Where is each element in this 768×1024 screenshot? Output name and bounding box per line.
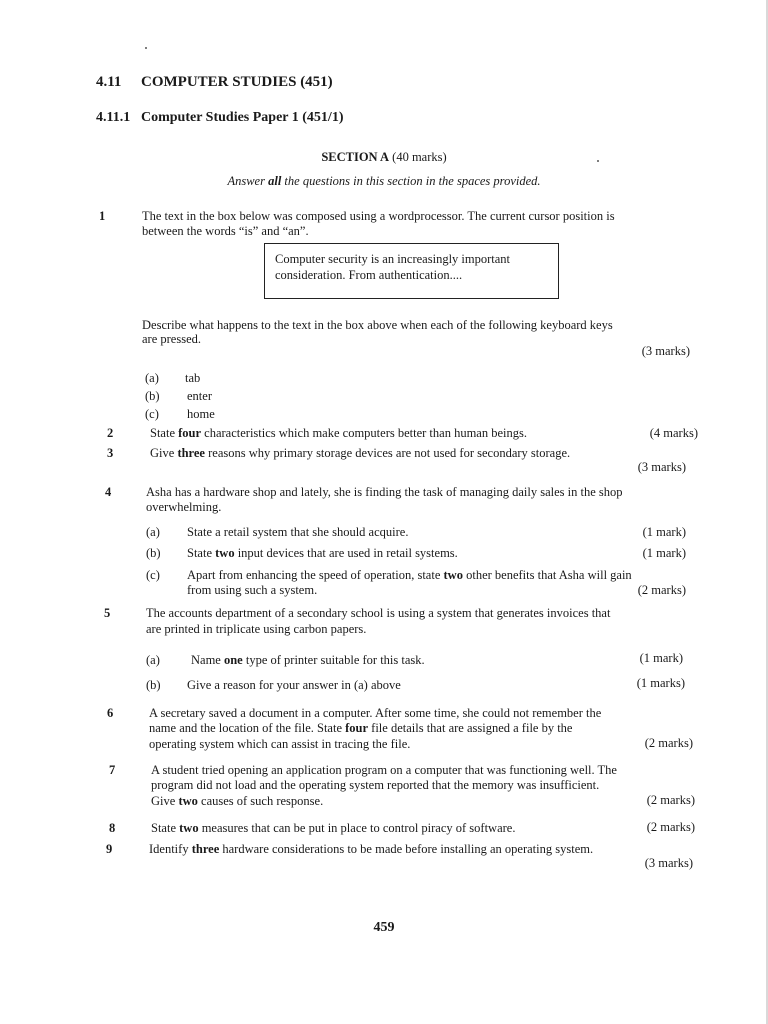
section-marks: (40 marks) [392, 150, 447, 164]
section-instruction: Answer all the questions in this section in the spaces provided. [227, 174, 541, 188]
part-text: State two input devices that are used in retail systems. [187, 546, 458, 560]
question-text: State two measures that can be put in place to control piracy of software. [151, 821, 516, 835]
scan-speck [145, 47, 147, 49]
marks-label: (3 marks) [644, 856, 693, 870]
question-text: A student tried opening an application program on a computer that was functioning well. The [151, 763, 617, 777]
paper-number: 4.11.1 [96, 110, 131, 125]
question-number: 6 [107, 706, 114, 720]
marks-label: (4 marks) [649, 426, 698, 440]
marks-label: (1 mark) [642, 525, 686, 539]
question-number: 3 [107, 446, 114, 460]
question-number: 9 [106, 842, 113, 856]
part-text: from using such a system. [187, 583, 318, 597]
text-box [264, 243, 559, 299]
question-text: name and the location of the file. State four file details that are assigned a file by the [149, 721, 573, 735]
question-text: between the words “is” and “an”. [142, 224, 309, 238]
part-text: Give a reason for your answer in (a) above [187, 678, 401, 692]
paper-title: Computer Studies Paper 1 (451/1) [141, 110, 344, 125]
part-label: (c) [145, 407, 159, 421]
part-label: (c) [146, 568, 160, 582]
text-box-line: Computer security is an increasingly important [275, 252, 511, 266]
marks-label: (1 marks) [636, 676, 685, 690]
marks-label: (2 marks) [646, 820, 695, 834]
question-text: Give three reasons why primary storage devices are not used for secondary storage. [150, 446, 571, 460]
part-text: Apart from enhancing the speed of operation, state two other benefits that Asha will gain [187, 568, 632, 582]
section-title: COMPUTER STUDIES (451) [141, 74, 333, 90]
section-title: SECTION A [321, 150, 390, 164]
question-text: Identify three hardware considerations to be made before installing an operating system. [149, 842, 594, 856]
part-label: (b) [146, 678, 161, 692]
question-prompt: are pressed. [142, 332, 201, 346]
question-text: program did not load and the operating system reported that the memory was insufficient. [151, 778, 600, 792]
question-text: Asha has a hardware shop and lately, she is finding the task of managing daily sales in the shop [146, 485, 623, 499]
part-label: (a) [146, 653, 160, 667]
question-text: State four characteristics which make computers better than human beings. [150, 426, 527, 440]
text-box-line: consideration. From authentication.... [275, 268, 463, 282]
question-number: 4 [105, 485, 112, 499]
question-text: The accounts department of a secondary school is using a system that generates invoices that [146, 606, 611, 620]
marks-label: (3 marks) [637, 460, 686, 474]
part-text: enter [187, 389, 212, 403]
question-number: 5 [104, 606, 111, 620]
marks-label: (2 marks) [644, 736, 693, 750]
marks-label: (1 mark) [642, 546, 686, 560]
question-number: 1 [99, 209, 106, 223]
marks-label: (1 mark) [639, 651, 683, 665]
part-label: (b) [145, 389, 160, 403]
part-label: (a) [146, 525, 160, 539]
question-text: operating system which can assist in tracing the file. [149, 737, 411, 751]
marks-label: (2 marks) [637, 583, 686, 597]
question-number: 7 [109, 763, 116, 777]
question-text: A secretary saved a document in a computer. After some time, she could not remember the [149, 706, 602, 720]
section-number: 4.11 [96, 74, 122, 90]
section-heading [0, 150, 768, 165]
question-number: 2 [107, 426, 114, 440]
question-number: 8 [109, 821, 116, 835]
part-label: (a) [145, 371, 159, 385]
question-text: The text in the box below was composed using a wordprocessor. The current cursor position is [142, 209, 615, 223]
part-text: State a retail system that she should acquire. [187, 525, 409, 539]
part-text: Name one type of printer suitable for this task. [191, 653, 425, 667]
part-label: (b) [146, 546, 161, 560]
part-text: tab [185, 371, 201, 385]
question-text: overwhelming. [146, 500, 222, 514]
marks-label: (2 marks) [646, 793, 695, 807]
question-text: Give two causes of such response. [151, 794, 324, 808]
question-prompt: Describe what happens to the text in the box above when each of the following keyboard keys [142, 318, 613, 332]
page-number: 459 [373, 920, 395, 935]
marks-label: (3 marks) [641, 344, 690, 358]
part-text: home [187, 407, 215, 421]
question-text: are printed in triplicate using carbon papers. [146, 622, 367, 636]
